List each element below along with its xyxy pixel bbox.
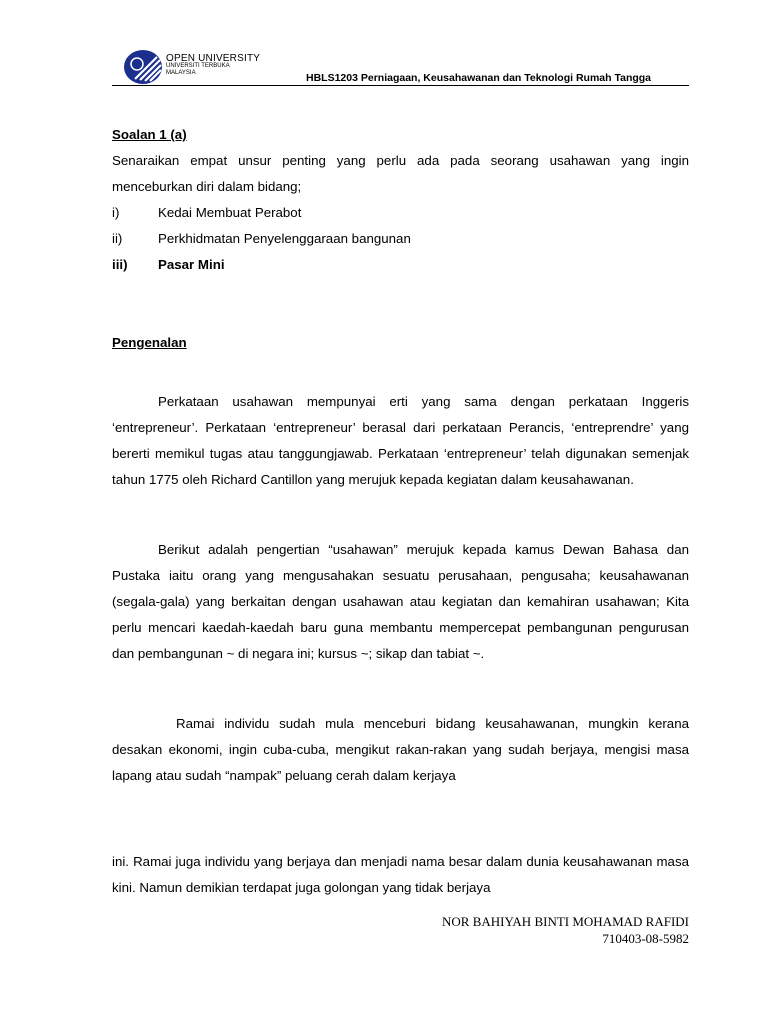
paragraph-2: Berikut adalah pengertian “usahawan” merujuk kepada kamus Dewan Bahasa dan Pustaka iaitu orang yang mengusahakan sesuatu perusahaan, pengusaha; keusahawanan (segala-gala) yang berkaitan dengan usahawan atau kegiatan dan kemahiran usahawan; Kita perlu mencari kaedah-kaedah baru guna membantu mempercepat pembangunan pengurusan dan pembangunan ~ di negara ini; kursus ~; sikap dan tabiat ~. <box>112 542 689 661</box>
list-item <box>112 226 411 252</box>
list-item-text: Perkhidmatan Penyelenggaraan bangunan <box>158 231 411 246</box>
list-item-text: Pasar Mini <box>158 257 225 272</box>
open-university-logo-icon <box>123 49 163 85</box>
section-heading: Pengenalan <box>112 335 187 350</box>
paragraph-1: Perkataan usahawan mempunyai erti yang sama dengan perkataan Inggeris ‘entrepreneur’. Perkataan ‘entrepreneur’ berasal dari perkataan Perancis, ‘entreprendre’ yang bererti memikul tugas atau tanggungjawab. Perkataan ‘entrepreneur’ telah digunakan semenjak tahun 1775 oleh Richard Cantillon yang merujuk kepada kegiatan dalam keusahawanan. <box>112 394 689 487</box>
list-item-number: i) <box>112 205 120 220</box>
question-prompt: Senaraikan empat unsur penting yang perlu ada pada seorang usahawan yang ingin menceburkan diri dalam bidang; <box>112 153 689 194</box>
list-item <box>112 252 225 278</box>
logo-line3: MALAYSIA <box>166 70 196 76</box>
list-item-number: iii) <box>112 257 128 272</box>
logo-wordmark <box>166 55 260 77</box>
logo-line2: UNIVERSITI TERBUKA <box>166 63 230 69</box>
paragraph-4: ini. Ramai juga individu yang berjaya dan menjadi nama besar dalam dunia keusahawanan masa kini. Namun demikian terdapat juga golongan yang tidak berjaya <box>112 854 689 895</box>
author-id: 710403-08-5982 <box>602 931 689 946</box>
author-name: NOR BAHIYAH BINTI MOHAMAD RAFIDI <box>442 914 689 929</box>
list-item-text: Kedai Membuat Perabot <box>158 205 302 220</box>
paragraph-3: Ramai individu sudah mula menceburi bidang keusahawanan, mungkin kerana desakan ekonomi, ingin cuba-cuba, mengikut rakan-rakan yang sudah berjaya, mengisi masa lapang atau sudah “nampak” peluang cerah dalam kerjaya <box>112 716 689 783</box>
question-title: Soalan 1 (a) <box>112 127 187 142</box>
list-item-number: ii) <box>112 231 123 246</box>
header-divider <box>112 85 689 86</box>
course-header: HBLS1203 Perniagaan, Keusahawanan dan Teknologi Rumah Tangga <box>306 72 652 84</box>
logo-line1: OPEN UNIVERSITY <box>166 53 261 64</box>
list-item <box>112 200 301 226</box>
